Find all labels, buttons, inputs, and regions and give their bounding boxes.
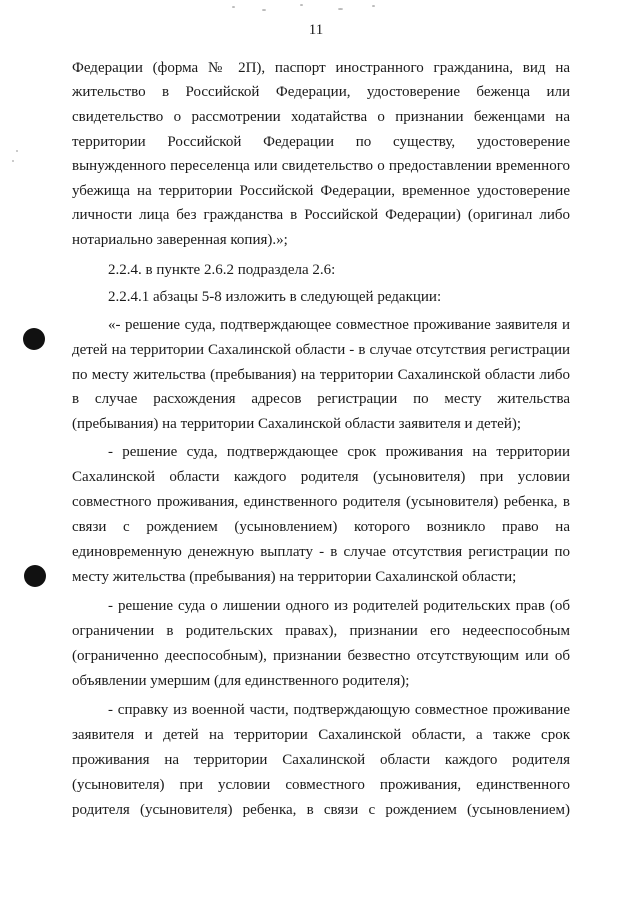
text-line: в случае расхождения адресов регистрации по месту жительства: [72, 391, 570, 407]
text-line: ограничении в родительских правах), признании его недееспособным: [72, 623, 570, 639]
text-line: объявлении умершим (для единственного родителя);: [72, 673, 410, 689]
text-line: нотариально заверенная копия).»;: [72, 232, 288, 248]
text-line: (пребывания) на территории Сахалинской области заявителя и детей);: [72, 416, 522, 432]
text-line: проживания на территории Сахалинской области каждого родителя: [72, 752, 570, 768]
text-line: «- решение суда, подтверждающее совместное проживание заявителя и: [108, 317, 570, 333]
text-line: - решение суда, подтверждающее срок проживания на территории: [108, 444, 570, 460]
text-line: вынужденного переселенца или свидетельство о предоставлении временного: [72, 158, 570, 174]
text-line: детей на территории Сахалинской области - в случае отсутствия регистрации: [72, 342, 570, 358]
scan-speck: [300, 4, 303, 6]
text-line: (усыновителя) при условии совместного проживания, единственного: [72, 777, 570, 793]
scan-speck: [16, 150, 18, 152]
text-line: по месту жительства (пребывания) на территории Сахалинской области либо: [72, 367, 570, 383]
text-line: связи с рождением (усыновлением) которого возникло право на: [72, 519, 570, 535]
scan-speck: [12, 160, 14, 162]
section-heading: 2.2.4. в пункте 2.6.2 подраздела 2.6:: [108, 262, 336, 278]
scan-speck: [372, 5, 375, 7]
text-line: - решение суда о лишении одного из родителей родительских прав (об: [108, 598, 570, 614]
scan-speck: [262, 9, 266, 11]
section-heading: 2.2.4.1 абзацы 5-8 изложить в следующей редакции:: [108, 289, 442, 305]
text-line: родителя (усыновителя) ребенка, в связи с рождением (усыновлением): [72, 802, 570, 818]
page-number: 11: [308, 22, 324, 38]
text-line: заявителя и детей на территории Сахалинской области, а также срок: [72, 727, 570, 743]
text-line: убежища на территории Российской Федерации, временное удостоверение: [72, 183, 570, 199]
text-line: Сахалинской области каждого родителя (усыновителя) при условии: [72, 469, 570, 485]
text-line: месту жительства (пребывания) на территории Сахалинской области;: [72, 569, 517, 585]
text-line: совместного проживания, единственного родителя (усыновителя) ребенка, в: [72, 494, 570, 510]
scan-speck: [232, 6, 235, 8]
text-line: Федерации (форма № 2П), паспорт иностранного гражданина, вид на: [72, 60, 570, 76]
punch-hole-upper: [23, 328, 45, 350]
text-line: - справку из военной части, подтверждающую совместное проживание: [108, 702, 570, 718]
text-line: (ограниченно дееспособным), признании безвестно отсутствующим или об: [72, 648, 570, 664]
text-line: личности лица без гражданства в Российской Федерации) (оригинал либо: [72, 207, 570, 223]
punch-hole-lower: [24, 565, 46, 587]
text-line: жительство в Российской Федерации, удостоверение беженца или: [72, 84, 570, 100]
text-line: свидетельство о рассмотрении ходатайства о признании беженцами на: [72, 109, 570, 125]
text-line: единовременную денежную выплату - в случае отсутствия регистрации по: [72, 544, 570, 560]
scan-speck: [338, 8, 343, 10]
text-line: территории Российской Федерации по существу, удостоверение: [72, 134, 570, 150]
